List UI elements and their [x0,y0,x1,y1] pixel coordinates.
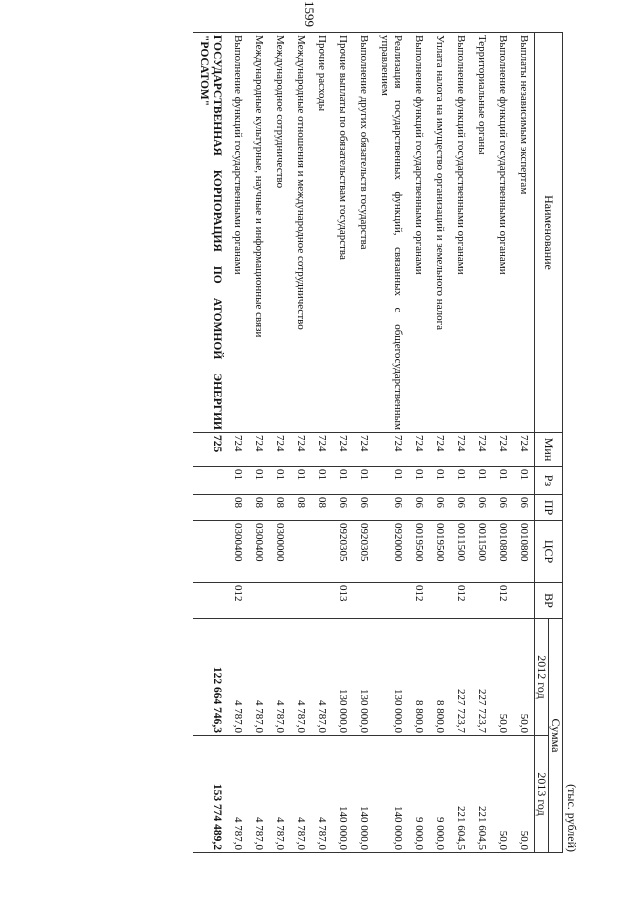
row-min: 724 [353,433,374,467]
total-name: ГОСУДАРСТВЕННАЯ КОРПОРАЦИЯ ПО АТОМНОЙ ЭНЕРГИИ "РОСАТОМ" [193,33,227,433]
row-csr: 0011500 [471,521,492,583]
row-name: Территориальные органы [471,33,492,433]
row-rz: 01 [429,467,450,495]
row-vr: 012 [227,583,248,619]
row-name: Международное сотрудничество [269,33,290,433]
row-vr [353,583,374,619]
row-min: 724 [408,433,429,467]
row-csr: 0300400 [227,521,248,583]
row-csr: 0010800 [492,521,513,583]
row-csr [311,521,332,583]
row-sum-2012: 8 800,0 [429,619,450,736]
total-row [193,33,227,853]
row-sum-2012: 50,0 [492,619,513,736]
row-name: Выполнение функций государственными органами [227,33,248,433]
row-name: Уплата налога на имущество организаций и земельного налога [429,33,450,433]
row-sum-2013: 140 000,0 [332,736,353,853]
row-sum-2012: 227 723,7 [471,619,492,736]
row-rz: 01 [353,467,374,495]
table-row [311,33,332,853]
row-sum-2013: 4 787,0 [227,736,248,853]
row-rz: 01 [450,467,471,495]
row-sum-2013: 140 000,0 [353,736,374,853]
table-row [429,33,450,853]
header-2012: 2012 год [535,619,549,736]
table-row [471,33,492,853]
table-row [374,33,408,853]
row-min: 724 [513,433,535,467]
budget-table [193,32,563,853]
total-csr [193,521,227,583]
row-min: 724 [248,433,269,467]
total-vr [193,583,227,619]
row-sum-2012: 4 787,0 [269,619,290,736]
row-name: Реализация государственных функций, связанных с общегосударственным управлением [374,33,408,433]
table-row [248,33,269,853]
row-csr: 0019500 [429,521,450,583]
row-csr [290,521,311,583]
row-csr: 0920305 [353,521,374,583]
row-min: 724 [492,433,513,467]
row-pr: 06 [408,495,429,521]
total-rz [193,467,227,495]
row-sum-2012: 130 000,0 [353,619,374,736]
row-vr [290,583,311,619]
row-rz: 01 [513,467,535,495]
row-sum-2012: 4 787,0 [290,619,311,736]
row-rz: 01 [269,467,290,495]
row-sum-2013: 9 000,0 [429,736,450,853]
row-min: 724 [429,433,450,467]
row-sum-2013: 4 787,0 [290,736,311,853]
row-sum-2013: 4 787,0 [248,736,269,853]
row-vr [374,583,408,619]
row-csr: 0010800 [513,521,535,583]
row-sum-2013: 50,0 [492,736,513,853]
total-sum-2013: 153 774 489,2 [193,736,227,853]
row-rz: 01 [311,467,332,495]
row-sum-2012: 4 787,0 [311,619,332,736]
row-vr: 012 [450,583,471,619]
row-sum-2013: 4 787,0 [269,736,290,853]
row-sum-2012: 4 787,0 [227,619,248,736]
row-vr [429,583,450,619]
table-row [353,33,374,853]
page-number: 1599 [302,1,317,27]
table-body [193,33,535,853]
header-pr: ПР [535,495,563,521]
row-pr: 06 [374,495,408,521]
table-row [513,33,535,853]
row-pr: 06 [492,495,513,521]
row-rz: 01 [227,467,248,495]
row-min: 724 [227,433,248,467]
header-vr: ВР [535,583,563,619]
row-sum-2013: 50,0 [513,736,535,853]
row-csr: 0920305 [332,521,353,583]
row-pr: 08 [269,495,290,521]
row-sum-2012: 130 000,0 [332,619,353,736]
table-row [492,33,513,853]
total-sum-2012: 122 664 746,3 [193,619,227,736]
row-rz: 01 [408,467,429,495]
row-sum-2012: 4 787,0 [248,619,269,736]
table-row [227,33,248,853]
row-vr [269,583,290,619]
total-min: 725 [193,433,227,467]
table-row [408,33,429,853]
total-pr [193,495,227,521]
row-min: 724 [332,433,353,467]
header-2013: 2013 год [535,736,549,853]
row-csr: 0300400 [248,521,269,583]
row-min: 724 [290,433,311,467]
row-min: 724 [374,433,408,467]
row-pr: 06 [332,495,353,521]
row-csr: 0300000 [269,521,290,583]
row-pr: 08 [311,495,332,521]
row-csr: 0920000 [374,521,408,583]
row-pr: 08 [248,495,269,521]
row-pr: 08 [227,495,248,521]
rotated-document [51,32,579,852]
row-sum-2013: 221 604,5 [471,736,492,853]
row-csr: 0019500 [408,521,429,583]
row-vr [471,583,492,619]
row-name: Выплаты независимым экспертам [513,33,535,433]
row-sum-2013: 4 787,0 [311,736,332,853]
row-vr: 013 [332,583,353,619]
table-row [290,33,311,853]
row-name: Выполнение функций государственными органами [450,33,471,433]
row-sum-2013: 221 604,5 [450,736,471,853]
row-sum-2012: 227 723,7 [450,619,471,736]
header-csr: ЦСР [535,521,563,583]
row-pr: 06 [429,495,450,521]
row-vr: 012 [408,583,429,619]
row-rz: 01 [374,467,408,495]
row-pr: 08 [290,495,311,521]
row-rz: 01 [248,467,269,495]
row-sum-2012: 50,0 [513,619,535,736]
table-row [269,33,290,853]
header-sum: Сумма [549,619,563,853]
row-rz: 01 [290,467,311,495]
row-sum-2013: 140 000,0 [374,736,408,853]
row-min: 724 [450,433,471,467]
row-name: Выполнение функций государственными органами [492,33,513,433]
row-min: 724 [269,433,290,467]
row-name: Прочие выплаты по обязательствам государства [332,33,353,433]
row-csr: 0011500 [450,521,471,583]
row-vr [248,583,269,619]
row-name: Международные отношения и международное сотрудничество [290,33,311,433]
table-header [535,33,563,853]
table-row [332,33,353,853]
row-rz: 01 [471,467,492,495]
row-sum-2013: 9 000,0 [408,736,429,853]
units-label: (тыс. рублей) [565,784,579,852]
row-rz: 01 [332,467,353,495]
row-name: Международные культурные, научные и информационные связи [248,33,269,433]
header-min: Мин [535,433,563,467]
row-sum-2012: 130 000,0 [374,619,408,736]
table-row [450,33,471,853]
row-vr: 012 [492,583,513,619]
row-min: 724 [471,433,492,467]
row-name: Выполнение других обязательств государства [353,33,374,433]
row-pr: 06 [513,495,535,521]
row-vr [311,583,332,619]
row-min: 724 [311,433,332,467]
row-pr: 06 [353,495,374,521]
row-pr: 06 [471,495,492,521]
row-sum-2012: 8 800,0 [408,619,429,736]
row-name: Прочие расходы [311,33,332,433]
header-name: Наименование [535,33,563,433]
row-vr [513,583,535,619]
row-pr: 06 [450,495,471,521]
row-name: Выполнение функций государственными органами [408,33,429,433]
header-rz: Рз [535,467,563,495]
row-rz: 01 [492,467,513,495]
